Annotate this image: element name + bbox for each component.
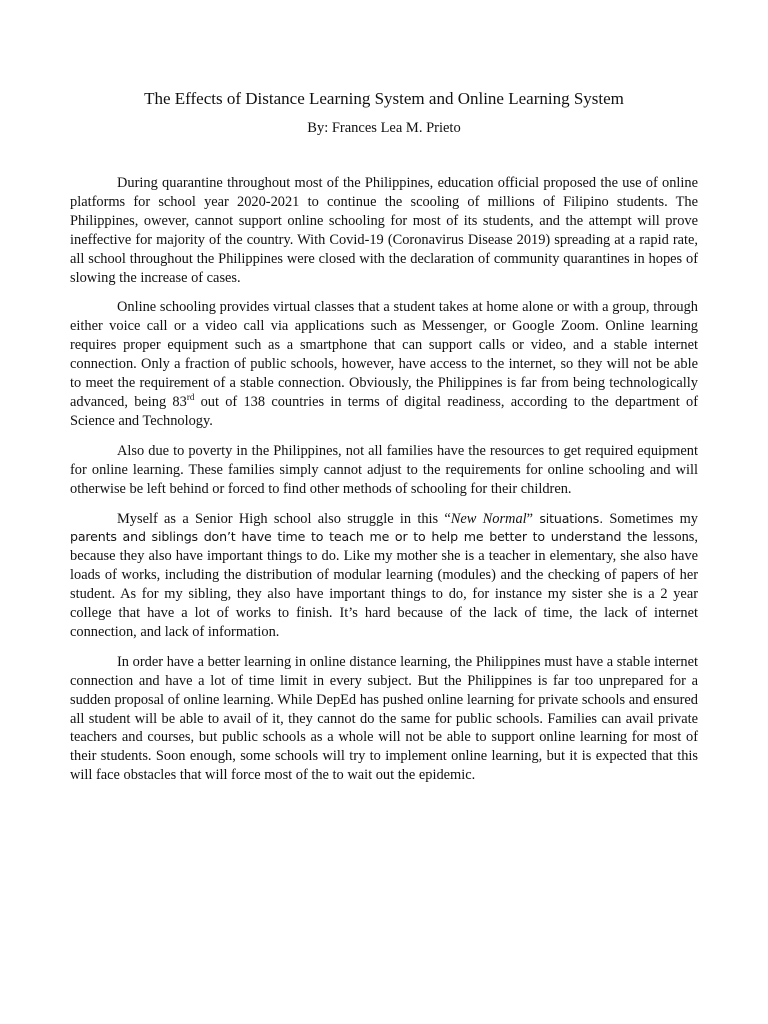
- paragraph-3: Also due to poverty in the Philippines, not all families have the resources to get required equipment for online learning. These families simply cannot adjust to the requirements for online schooling and will otherwise be left behind or forced to find other methods of schooling for their children.: [70, 442, 698, 497]
- author-byline: By: Frances Lea M. Prieto: [307, 120, 461, 136]
- paragraph-2-text-b: out of 138 countries in terms of digital readiness, according to the department of Science and Technology.: [70, 393, 698, 429]
- paragraph-4-text-b: Sometimes my: [603, 510, 698, 527]
- ordinal-superscript: rd: [186, 392, 195, 403]
- paragraph-4-quote-close: ”: [526, 510, 540, 527]
- paragraph-1: During quarantine throughout most of the Philippines, education official proposed the use of online platforms for school year 2020-2021 to continue the scooling of millions of Filipino students. The Philippines, owever, cannot support online schooling for most of its students, and the attempt will prove ineffective for majority of the country. With Covid-19 (Coronavirus Disease 2019) spreading at a rapid rate, all school throughout the Philippines were closed with the declaration of community quarantines in hopes of slowing the increase of cases.: [70, 175, 698, 286]
- paragraph-5: In order have a better learning in online distance learning, the Philippines must have a stable internet connection and have a lot of time limit in every subject. But the Philippines is far too unprepared for a sudden proposal of online learning. While DepEd has pushed online learning for private schools and ensured all student will be able to avail of it, they cannot do the same for public schools. Families can avail private teachers and courses, but public schools as a whole will not be able to support online learning for most of their students. Soon enough, some schools will try to implement online learning, but it is expected that this will face obstacles that will force most of the to wait out the epidemic.: [70, 653, 698, 784]
- paragraph-2: [70, 298, 698, 430]
- paragraph-4: [70, 510, 698, 642]
- document-title: The Effects of Distance Learning System and Online Learning System: [144, 89, 624, 108]
- paragraph-4-text-c: lessons, because they also have important things to do. Like my mother she is a teacher in elementary, she also have loads of works, including the distribution of modular learning (modules) and the checking of papers of her student. As for my sibling, they also have important things to do, for instance my sister she is a 2 year college that have a lot of works to finish. It’s hard because of the lack of time, the lack of internet connection, and lack of information.: [70, 529, 698, 640]
- paragraph-4-sans-run-1: situations.: [539, 510, 604, 526]
- italic-phrase: New Normal: [450, 510, 527, 527]
- paragraph-4-text-a: Myself as a Senior High school also struggle in this “: [117, 510, 451, 527]
- paragraph-2-text-a: Online schooling provides virtual classes that a student takes at home alone or with a group, through either voice call or a video call via applications such as Messenger, or Google Zoom. Online learning requires proper equipment such as a smartphone that can support calls or video, and a stable internet connection. Only a fraction of public schools, however, have access to the internet, so they will not be able to meet the requirement of a stable connection. Obviously, the Philippines is far from being technologically advanced, being 83: [70, 299, 698, 410]
- document-body: [70, 174, 698, 796]
- paragraph-4-sans-run-2: parents and siblings don’t have time to teach me or to help me better to understand the: [70, 529, 648, 545]
